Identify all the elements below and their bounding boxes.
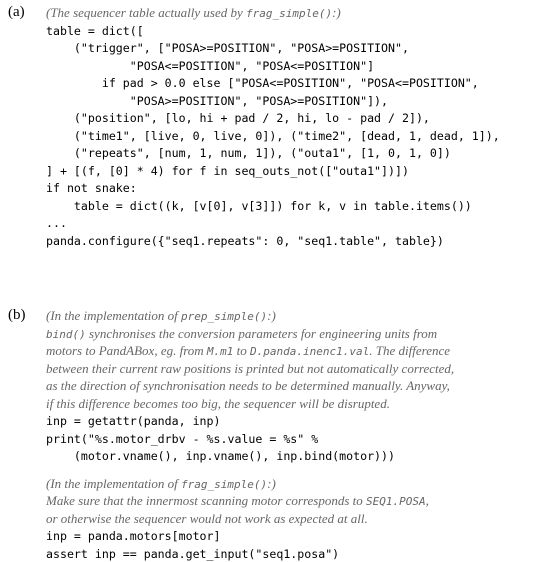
comment-line <box>46 492 554 510</box>
inline-code: M.m1 <box>207 345 234 358</box>
comment-text: motors to PandABox, eg. from <box>46 343 207 358</box>
code-line <box>46 144 554 162</box>
blank-line <box>46 465 554 475</box>
panel-a-listing <box>46 4 554 249</box>
comment-line <box>46 307 554 325</box>
code-line <box>46 162 554 180</box>
code-line <box>46 127 554 145</box>
comment-text: :) <box>332 5 341 20</box>
code-text: table = dict((k, [v[0], v[3]]) for k, v in table.items()) <box>46 199 472 213</box>
comment-text: synchronises the conversion parameters for engineering units from <box>86 326 437 341</box>
comment-text: Make sure that the innermost scanning motor corresponds to <box>46 493 366 508</box>
comment-line <box>46 395 554 413</box>
code-line <box>46 412 554 430</box>
comment-line <box>46 4 554 22</box>
code-line <box>46 92 554 110</box>
comment-line <box>46 325 554 343</box>
code-line <box>46 527 554 545</box>
code-line <box>46 39 554 57</box>
code-text: print("%s.motor_drbv - %s.value = %s" % <box>46 432 318 446</box>
code-line <box>46 109 554 127</box>
comment-text: (The sequencer table actually used by <box>46 5 246 20</box>
comment-text: to <box>233 343 250 358</box>
code-text: ("repeats", [num, 1, num, 1]), ("outa1", [1, 0, 1, 0]) <box>46 146 451 160</box>
code-line <box>46 447 554 465</box>
inline-code: prep_simple() <box>181 310 267 323</box>
comment-line <box>46 377 554 395</box>
comment-text: if this difference becomes too big, the sequencer will be disrupted. <box>46 396 390 411</box>
comment-text: :) <box>267 476 276 491</box>
comment-text: , <box>426 493 429 508</box>
code-line <box>46 197 554 215</box>
panel-b-listing <box>46 307 554 562</box>
code-text: if not snake: <box>46 181 137 195</box>
code-text: "POSA>=POSITION", "POSA>=POSITION"]), <box>46 94 388 108</box>
code-text: inp = getattr(panda, inp) <box>46 414 221 428</box>
code-text: assert inp == panda.get_input("seq1.posa") <box>46 547 339 561</box>
code-line <box>46 214 554 232</box>
inline-code: frag_simple() <box>181 478 267 491</box>
inline-code: D.panda.inenc1.val <box>250 345 369 358</box>
comment-line <box>46 342 554 360</box>
comment-text: as the direction of synchronisation needs to be determined manually. Anyway, <box>46 378 450 393</box>
code-line <box>46 430 554 448</box>
code-text: if pad > 0.0 else ["POSA<=POSITION", "POSA<=POSITION", <box>46 76 479 90</box>
code-line <box>46 22 554 40</box>
code-line <box>46 545 554 562</box>
code-line <box>46 179 554 197</box>
comment-text: between their current raw positions is printed but not automatically corrected, <box>46 361 454 376</box>
comment-text: (In the implementation of <box>46 308 181 323</box>
code-line <box>46 57 554 75</box>
code-text: panda.configure({"seq1.repeats": 0, "seq1.table", table}) <box>46 234 444 248</box>
inline-code: frag_simple() <box>246 7 332 20</box>
code-text: ... <box>46 216 67 230</box>
comment-text: (In the implementation of <box>46 476 181 491</box>
code-text: ("position", [lo, hi + pad / 2, hi, lo - pad / 2]), <box>46 111 430 125</box>
code-text: table = dict([ <box>46 24 144 38</box>
comment-text: or otherwise the sequencer would not work as expected at all. <box>46 511 368 526</box>
panel-a-label: (a) <box>8 3 25 21</box>
code-text: ("trigger", ["POSA>=POSITION", "POSA>=POSITION", <box>46 41 409 55</box>
panel-b-label: (b) <box>8 306 26 324</box>
code-line <box>46 232 554 250</box>
code-text: (motor.vname(), inp.vname(), inp.bind(motor))) <box>46 449 395 463</box>
code-text: ] + [(f, [0] * 4) for f in seq_outs_not(["outa1"])]) <box>46 164 409 178</box>
code-text: "POSA<=POSITION", "POSA<=POSITION"] <box>46 59 374 73</box>
comment-line <box>46 510 554 528</box>
comment-text: . The difference <box>369 343 450 358</box>
inline-code: SEQ1.POSA <box>366 495 426 508</box>
comment-text: :) <box>267 308 276 323</box>
comment-line <box>46 475 554 493</box>
comment-line <box>46 360 554 378</box>
code-text: ("time1", [live, 0, live, 0]), ("time2", [dead, 1, dead, 1]), <box>46 129 500 143</box>
inline-code: bind() <box>46 328 86 341</box>
code-text: inp = panda.motors[motor] <box>46 529 221 543</box>
code-line <box>46 74 554 92</box>
